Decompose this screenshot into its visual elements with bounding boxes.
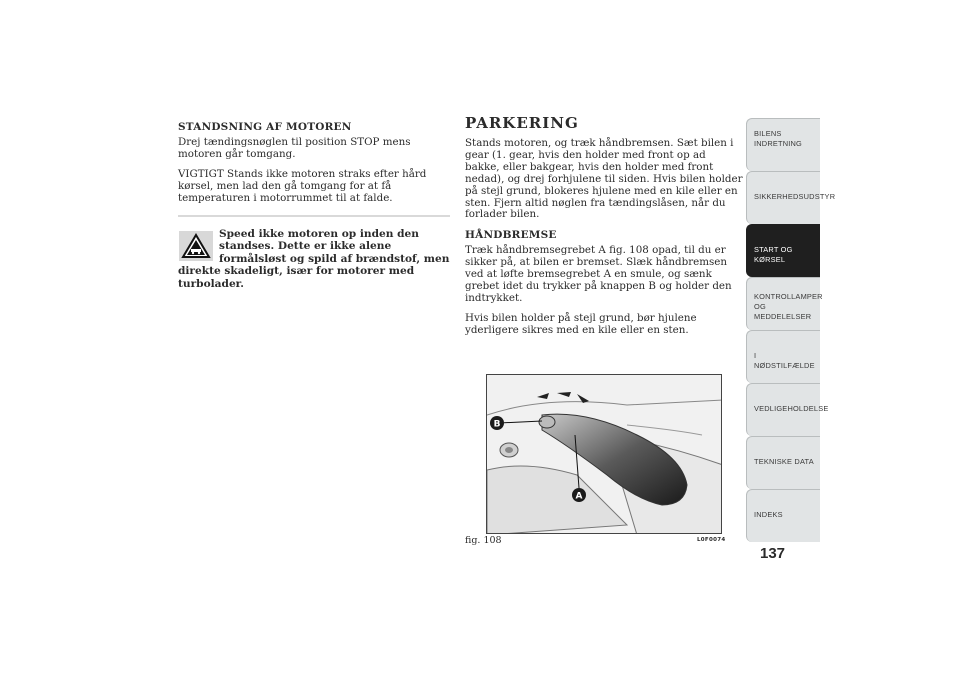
warning-line: Speed ikke motoren op inden den <box>219 227 419 240</box>
chapter-tabs <box>746 118 836 542</box>
paragraph-stop-instruction: Drej tændingsnøglen til position STOP mens motoren går tomgang. <box>178 136 411 160</box>
paragraph-parking: Stands motoren, og træk håndbremsen. Sæt bilen i gear (1. gear, hvis den holder med front op ad bakke, eller bakgear, hvis den holder med front nedad), og drej forhjulene til siden. Hvis bilen holder på stejl grund, blokeres hjulene med en kile eller en sten. Fjern altid nøglen fra tændingslåsen, når du forlader bilen. <box>465 137 743 221</box>
tab-label: BILENS <box>754 129 782 138</box>
tab-sikkerhedsudstyr[interactable] <box>746 171 836 224</box>
handbrake-figure <box>486 374 722 534</box>
tab-label: INDEKS <box>754 510 783 519</box>
section-heading-stopping-engine: STANDSNING AF MOTOREN <box>178 121 352 133</box>
warning-triangle-icon <box>179 231 213 261</box>
tab-start-og-korsel[interactable] <box>746 224 820 277</box>
warning-line: standses. Dette er ikke alene <box>219 240 392 253</box>
left-column <box>178 121 450 291</box>
warning-line: turbolader. <box>178 277 244 290</box>
tab-i-nodstilfaelde[interactable] <box>746 330 820 383</box>
warning-line: direkte skadeligt, især for motorer med <box>178 265 415 278</box>
handbrake-illustration <box>487 375 722 534</box>
tab-label: TEKNISKE DATA <box>754 457 814 466</box>
divider <box>178 215 450 217</box>
warning-box <box>178 228 450 291</box>
tab-label: START OG KØRSEL <box>754 245 793 264</box>
figure-label-a: A <box>575 491 583 502</box>
paragraph-steep-ground: Hvis bilen holder på stejl grund, bør hjulene yderligere sikres med en kile eller en sten. <box>465 311 697 336</box>
page-number: 137 <box>760 545 786 562</box>
tab-tekniske-data[interactable] <box>746 436 820 489</box>
tab-label: SIKKERHEDSUDSTYR <box>754 192 836 201</box>
paragraph-important-note: VIGTIGT Stands ikke motoren straks efter hård kørsel, men lad den gå tomgang for at få temperaturen i motorrummet til at falde. <box>178 167 427 204</box>
tab-label: KONTROLLAMPER <box>754 292 823 301</box>
right-column <box>465 115 743 345</box>
figure-caption: fig. 108 <box>465 535 502 546</box>
tab-label: INDRETNING <box>754 139 802 148</box>
tab-bilens-indretning[interactable] <box>746 118 820 171</box>
section-heading-parking: PARKERING <box>465 114 579 132</box>
section-heading-handbrake: HÅNDBREMSE <box>465 229 557 242</box>
figure-label-b: B <box>493 419 501 430</box>
tab-vedligeholdelse[interactable] <box>746 383 829 436</box>
tab-indeks[interactable] <box>746 489 820 542</box>
warning-line: formålsløst og spild af brændstof, men <box>219 252 450 265</box>
tab-label: OG MEDDELELSER <box>754 302 812 321</box>
tab-label: VEDLIGEHOLDELSE <box>754 404 829 413</box>
paragraph-handbrake: Træk håndbremsegrebet A fig. 108 opad, til du er sikker på, at bilen er bremset. Slæk håndbremsen ved at løfte bremsegrebet A en smule, og sænk grebet idet du trykker på knappen B og holder den indtrykket. <box>465 244 732 304</box>
tab-label: I NØDSTILFÆLDE <box>754 351 815 370</box>
figure-code: L0F0074 <box>697 537 726 543</box>
tab-kontrollamper[interactable] <box>746 277 823 330</box>
